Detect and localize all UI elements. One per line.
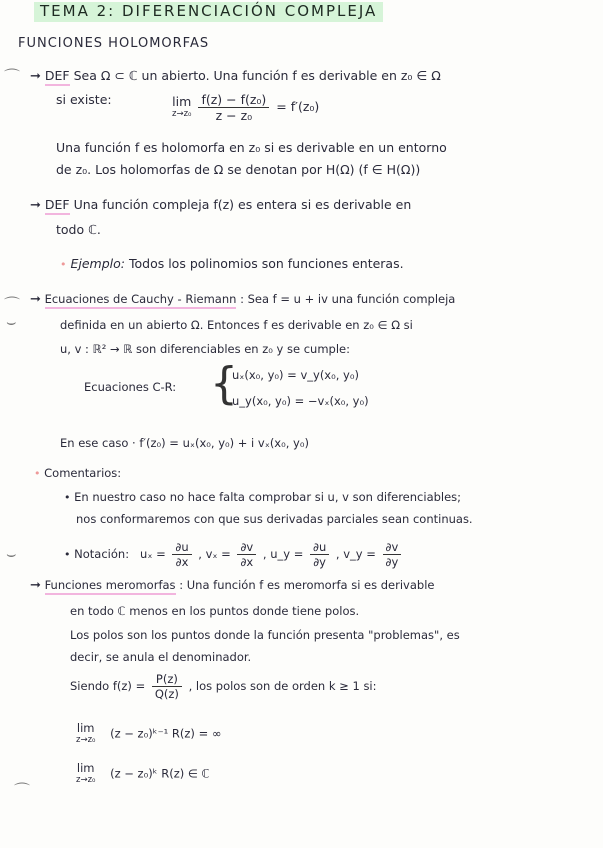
def1-line1	[30, 68, 441, 84]
limit-operator: lim z→z₀	[172, 93, 192, 119]
notation-label: Notación:	[74, 547, 130, 561]
def1-line2: si existe:	[56, 92, 112, 107]
cr-eq1: uₓ(x₀, y₀) = v_y(x₀, y₀)	[232, 368, 359, 382]
margin-mark: ⌣	[6, 544, 17, 563]
arrow-icon: ➞	[30, 69, 41, 84]
margin-mark: ⌒	[4, 67, 21, 86]
cr-line3: u, v : ℝ² → ℝ son diferenciables en z₀ y se cumple:	[60, 342, 350, 356]
def2-line1	[30, 197, 411, 213]
arrow-icon: ➞	[30, 578, 41, 593]
def2-text1: Una función compleja f(z) es entera si es derivable en	[73, 197, 412, 212]
difference-quotient: $\frac{\text{f(z) − f(z₀)}}{\text{z − z₀}}$	[198, 92, 269, 123]
mero-text1: : Una función f es meromorfa si es derivable	[179, 578, 435, 592]
comments-heading	[34, 466, 121, 480]
mero-line3: Los polos son los puntos donde la función presenta "problemas", es	[70, 628, 460, 642]
cr-line4: En ese caso · f′(z₀) = uₓ(x₀, y₀) + i vₓ(x₀, y₀)	[60, 436, 309, 450]
mero-limit2: lim z→z₀ (z − z₀)ᵏ R(z) ∈ ℂ	[76, 761, 210, 785]
comment1-line1: • En nuestro caso no hace falta comprobar si u, v son diferenciables;	[64, 490, 462, 504]
def1-label: DEF	[45, 68, 70, 86]
cr-label: Ecuaciones de Cauchy - Riemann	[45, 292, 237, 309]
example-text: Todos los polinomios son funciones enteras.	[128, 256, 404, 271]
section-subtitle: FUNCIONES HOLOMORFAS	[18, 36, 210, 51]
comments-label: Comentarios:	[44, 466, 122, 480]
def2-label: DEF	[45, 197, 70, 215]
comment1-line2: nos conformaremos con que sus derivadas parciales sean continuas.	[76, 512, 473, 526]
brace-icon: {	[210, 358, 238, 409]
mero-label: Funciones meromorfas	[45, 578, 176, 595]
example-line	[60, 256, 404, 271]
arrow-icon: ➞	[30, 292, 41, 307]
mero-line1	[30, 578, 434, 593]
def1-limit-formula	[172, 92, 319, 123]
margin-mark: ⌒	[4, 295, 21, 314]
margin-mark: ⌣	[6, 312, 17, 331]
bullet-icon: •	[64, 548, 71, 561]
def1-line3: Una función f es holomorfa en z₀ si es derivable en un entorno	[56, 140, 447, 155]
mero-siendo: Siendo f(z) = $\frac{P(z)}{Q(z)}$ , los polos son de orden k ≥ 1 si:	[70, 672, 377, 701]
cr-eq2: u_y(x₀, y₀) = −vₓ(x₀, y₀)	[232, 394, 369, 408]
mero-limit1: lim z→z₀ (z − z₀)ᵏ⁻¹ R(z) = ∞	[76, 721, 222, 745]
page-title: TEMA 2: DIFERENCIACIÓN COMPLEJA	[34, 2, 383, 22]
def1-line4: de z₀. Los holomorfas de Ω se denotan por H(Ω) (f ∈ H(Ω))	[56, 162, 421, 177]
def2-line2: todo ℂ.	[56, 222, 101, 237]
example-label: Ejemplo:	[70, 256, 125, 271]
bullet-icon: •	[60, 258, 67, 271]
margin-mark: ⌒	[14, 781, 31, 800]
cr-eq-label: Ecuaciones C-R:	[84, 380, 177, 394]
cr-text1: : Sea f = u + iv una función compleja	[240, 292, 456, 306]
cr-line2: definida en un abierto Ω. Entonces f es derivable en z₀ ∈ Ω si	[60, 318, 413, 332]
mero-line4: decir, se anula el denominador.	[70, 650, 252, 664]
cr-line1	[30, 292, 455, 307]
bullet-icon: •	[34, 467, 41, 480]
notation-line: • Notación: uₓ = $\frac{\partial u}{\partial x}$ , vₓ = $\frac{\partial v}{\partial x}$ , u_y = $\frac{\partial u}{\partial y}$ , v_y = $\frac{\partial v}{\partial y}$	[64, 540, 404, 569]
derivative-result: = f′(z₀)	[276, 99, 320, 114]
mero-line2: en todo ℂ menos en los puntos donde tiene polos.	[70, 604, 360, 618]
bullet-icon: •	[64, 491, 71, 504]
def1-text1: Sea Ω ⊂ ℂ un abierto. Una función f es derivable en z₀ ∈ Ω	[73, 68, 441, 83]
arrow-icon: ➞	[30, 198, 41, 213]
